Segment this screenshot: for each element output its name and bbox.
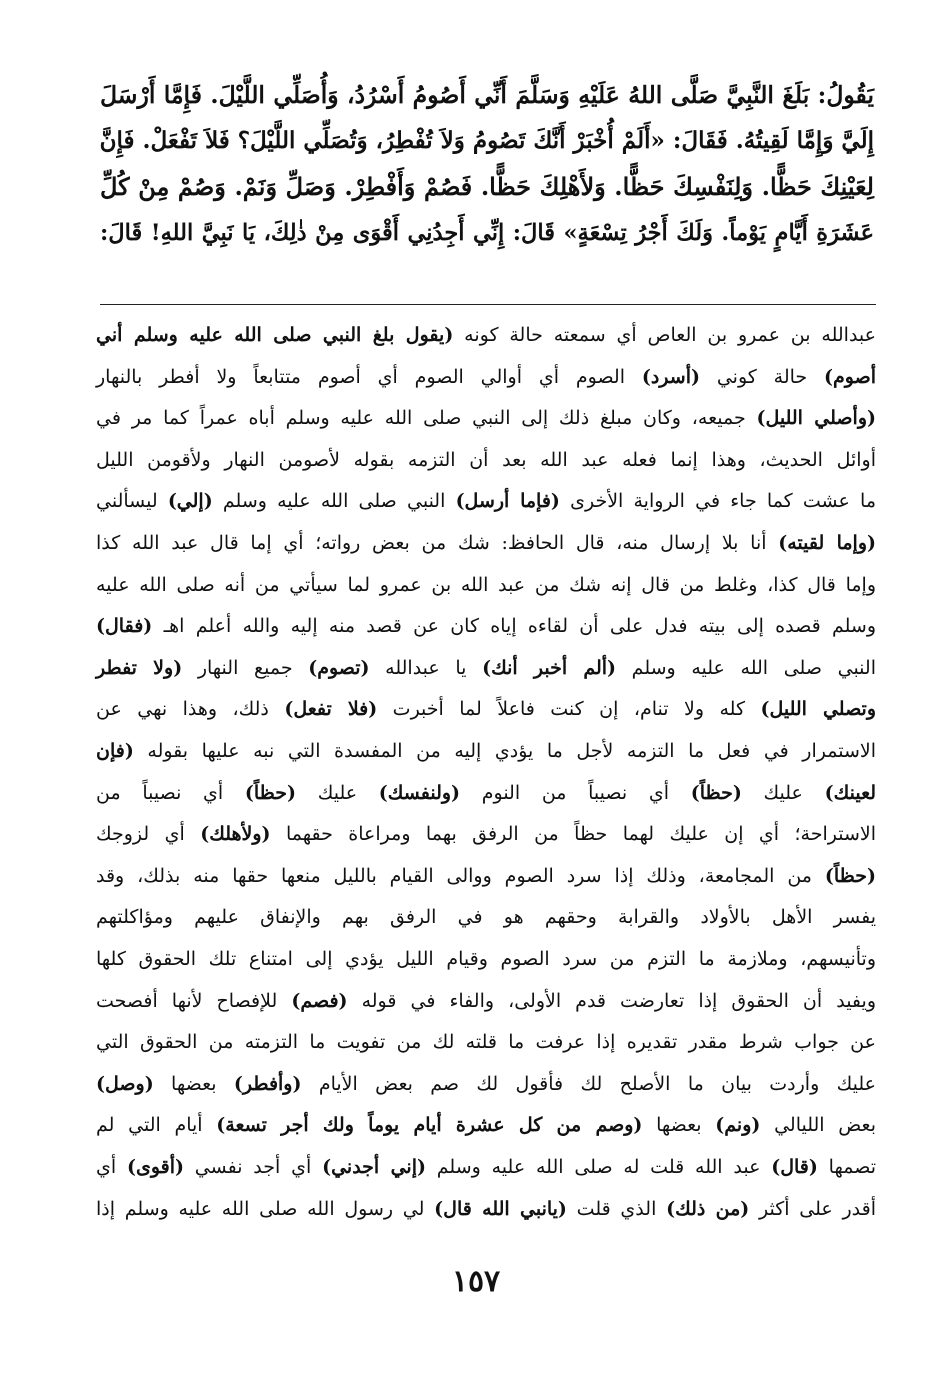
quoted-matn-text: (حظاً) (824, 864, 876, 887)
commentary-text: عليك وأردت بيان ما الأصلح لك فأقول لك صم بعض الأيام (301, 1072, 876, 1095)
commentary-text: أي نصيباً من النوم (460, 781, 691, 804)
commentary-text: بعضها (642, 1114, 716, 1137)
quoted-matn-text: (وإما لقيته) (778, 532, 876, 554)
commentary-text: الاستراحة؛ أي إن عليك لهما حظاً من الرفق بهما ومراعاة حقهما (270, 823, 876, 846)
footnote-separator-line (100, 304, 876, 305)
quoted-matn-text: (وصل) (96, 1072, 154, 1095)
quoted-matn-text: (ولنفسك) (378, 781, 461, 804)
commentary-text: يفسر الأهل بالأولاد والقرابة وحقهم هو في الرفق بهم والإنفاق عليهم ومؤاكلتهم (96, 906, 876, 929)
quoted-matn-text: (ولأهلك) (200, 823, 271, 846)
commentary-line (96, 859, 876, 893)
quoted-matn-text: (ولا تفطر (96, 656, 183, 679)
commentary-text: بعضها (153, 1072, 234, 1095)
commentary-text: لي رسول الله صلى الله عليه وسلم إذا (96, 1197, 435, 1220)
quoted-matn-text: (وأفطر) (233, 1072, 302, 1095)
commentary-line (96, 1067, 876, 1101)
commentary-text: كله ولا تنام، إن كنت فاعلاً لما أخبرت (377, 698, 761, 721)
commentary-text: جميع النهار (182, 656, 309, 679)
commentary-line (96, 484, 876, 518)
commentary-line (96, 1192, 876, 1226)
quoted-matn-text: (من ذلك) (666, 1197, 750, 1220)
commentary-line (96, 1025, 876, 1059)
commentary-text: تصمها (817, 1156, 876, 1178)
commentary-text: أي لزوجك (96, 823, 201, 846)
quoted-matn-text: (فقال) (96, 615, 153, 638)
commentary-text: ذلك، وهذا نهي عن (96, 698, 285, 721)
quoted-matn-text: (ونم) (715, 1114, 761, 1137)
commentary-text: أيام التي لم (96, 1114, 217, 1137)
commentary-text: أي (96, 1156, 127, 1178)
commentary-text: للإفصاح لأنها أفصحت (96, 989, 292, 1012)
commentary-line (96, 1108, 876, 1142)
quoted-matn-text: (إني أجدني) (322, 1156, 426, 1178)
commentary-line (96, 360, 876, 394)
quoted-matn-text: (إلي) (167, 490, 213, 513)
quoted-matn-text: (فإن (96, 740, 134, 762)
hadith-line: إِلَيَّ وَإِمَّا لَقِيتُهُ. فَقَالَ: «أَلَمْ أُخْبَرْ أَنَّكَ تَصُومُ وَلاَ تُفْطِرُ، وَتُصَلِّي اللَّيْلَ؟ فَلاَ تَفْعَلْ. فَإِنَّ (99, 127, 874, 154)
quoted-matn-text: (قال) (771, 1156, 818, 1178)
commentary-line (96, 1150, 876, 1184)
commentary-text: أنا بلا إرسال منه، قال الحافظ: شك من بعض رواته؛ أي إما قال عبد الله كذا (96, 532, 779, 554)
commentary-text: ما عشت كما جاء في الرواية الأخرى (559, 490, 876, 513)
commentary-text: وإما قال كذا، وغلط من قال إنه شك من عبد الله بن عمرو لما سيأتي من أنه صلى الله عليه (96, 573, 876, 596)
commentary-line (96, 734, 876, 768)
quoted-matn-text: (يقول بلغ النبي صلى الله عليه وسلم أني (96, 324, 454, 346)
commentary-line (96, 318, 876, 352)
commentary-text: بعض الليالي (760, 1114, 877, 1137)
commentary-text: الذي قلت (566, 1197, 667, 1220)
commentary-text: أي نصيباً من (96, 781, 245, 804)
hadith-line: يَقُولُ: بَلَغَ النَّبِيَّ صَلَّى اللهُ عَلَيْهِ وَسَلَّمَ أَنِّي أَصُومُ أَسْرُدُ، وَأُصَلِّي اللَّيْلَ. فَإِمَّا أَرْسَلَ (100, 81, 874, 109)
hadith-line: عَشَرَةِ أَيَّامٍ يَوْماً. وَلَكَ أَجْرُ تِسْعَةٍ» قَالَ: إِنِّي أَجِدُنِي أَقْوَى مِنْ ذٰلِكَ، يَا نَبِيَّ اللهِ! قَالَ: (100, 220, 874, 246)
commentary-text: النبي صلى الله عليه وسلم (616, 656, 876, 679)
quoted-matn-text: (تصوم) (308, 656, 370, 679)
commentary-text: وتأنيسهم، وملازمة ما التزم من سرد الصوم وقيام الليل يؤدي إلى امتناع تلك الحقوق كلها (96, 948, 876, 970)
quoted-matn-text: (فصم) (291, 989, 348, 1012)
commentary-text: ويفيد أن الحقوق إذا تعارضت قدم الأولى، والفاء في قوله (347, 989, 876, 1012)
commentary-text: يا عبدالله (369, 656, 483, 679)
quoted-matn-text: لعينك) (824, 781, 877, 804)
commentary-line (96, 776, 876, 810)
quoted-matn-text: (وأصلي الليل) (756, 407, 877, 430)
commentary-text: حالة كوني (699, 365, 825, 388)
quoted-matn-text: (حظاً) (690, 781, 742, 804)
quoted-matn-text: (يانبي الله قال) (434, 1197, 567, 1220)
commentary-line (96, 942, 876, 976)
commentary-line (96, 651, 876, 685)
commentary-line (96, 692, 876, 726)
commentary-line (96, 900, 876, 934)
quoted-matn-text: (وصم من كل عشرة أيام يوماً ولك أجر تسعة) (216, 1114, 643, 1137)
commentary-line (96, 401, 876, 435)
quoted-matn-text: (حظاً) (244, 781, 297, 804)
quoted-matn-text: (أقوى) (126, 1156, 184, 1178)
commentary-text: عليك (296, 781, 379, 804)
commentary-text: عبدالله بن عمرو بن العاص أي سمعته حالة كونه (453, 324, 876, 346)
commentary-text: أقدر على أكثر (749, 1197, 877, 1220)
quoted-matn-text: (أسرد) (641, 365, 700, 388)
commentary-text: جميعه، وكان مبلغ ذلك إلى النبي صلى الله عليه وسلم أباه عمراً كما مر في (96, 407, 757, 430)
commentary-line (96, 526, 876, 560)
page-number: ١٥٧ (451, 1264, 501, 1299)
commentary-text: من المجامعة، وذلك إذا سرد الصوم ووالى القيام بالليل منعها حقها منه بذلك، وقد (96, 864, 825, 887)
commentary-text: أي أجد نفسي (184, 1156, 323, 1178)
commentary-text: عبد الله قلت له صلى الله عليه وسلم (425, 1156, 772, 1178)
commentary-text: ليسألني (96, 490, 168, 513)
quoted-matn-text: وتصلي الليل) (760, 698, 877, 721)
commentary-text: عليك (741, 781, 825, 804)
commentary-text: النبي صلى الله عليه وسلم (212, 490, 456, 513)
commentary-line (96, 443, 876, 477)
commentary-text: عن جواب شرط مقدر تقديره إذا عرفت ما قلته لك من تفويت ما التزمته من الحقوق التي (96, 1031, 876, 1054)
commentary-line (96, 609, 876, 643)
quoted-matn-text: (فلا تفعل) (284, 698, 378, 721)
commentary-text: الاستمرار في فعل ما التزمه لأجل ما يؤدي إليه من المفسدة التي نبه عليها بقوله (133, 740, 876, 762)
commentary-text: وسلم قصده إلى بيته فدل على أن لقاءه إياه كان عن قصد منه إليه والله أعلم اهـ (152, 615, 876, 638)
quoted-matn-text: (فإما أرسل) (455, 490, 560, 513)
commentary-line (96, 568, 876, 602)
quoted-matn-text: (ألم أخبر أنك) (482, 656, 617, 679)
commentary-text: الصوم أي أوالي الصوم أي أصوم متتابعاً ولا أفطر بالنهار (96, 365, 642, 388)
commentary-line (96, 817, 876, 851)
quoted-matn-text: أصوم) (824, 365, 876, 388)
hadith-line: لِعَيْنِكَ حَظًّا. وَلِنَفْسِكَ حَظًّا. وَلأَهْلِكَ حَظًّا. فَصُمْ وَأَفْطِرْ. وَصَلِّ وَنَمْ. وَصُمْ مِنْ كُلِّ (100, 172, 874, 201)
commentary-text: أوائل الحديث، وهذا إنما فعله عبد الله بعد أن التزمه بقوله لأصومن النهار ولأقومن الليل (96, 448, 876, 471)
commentary-line (96, 984, 876, 1018)
